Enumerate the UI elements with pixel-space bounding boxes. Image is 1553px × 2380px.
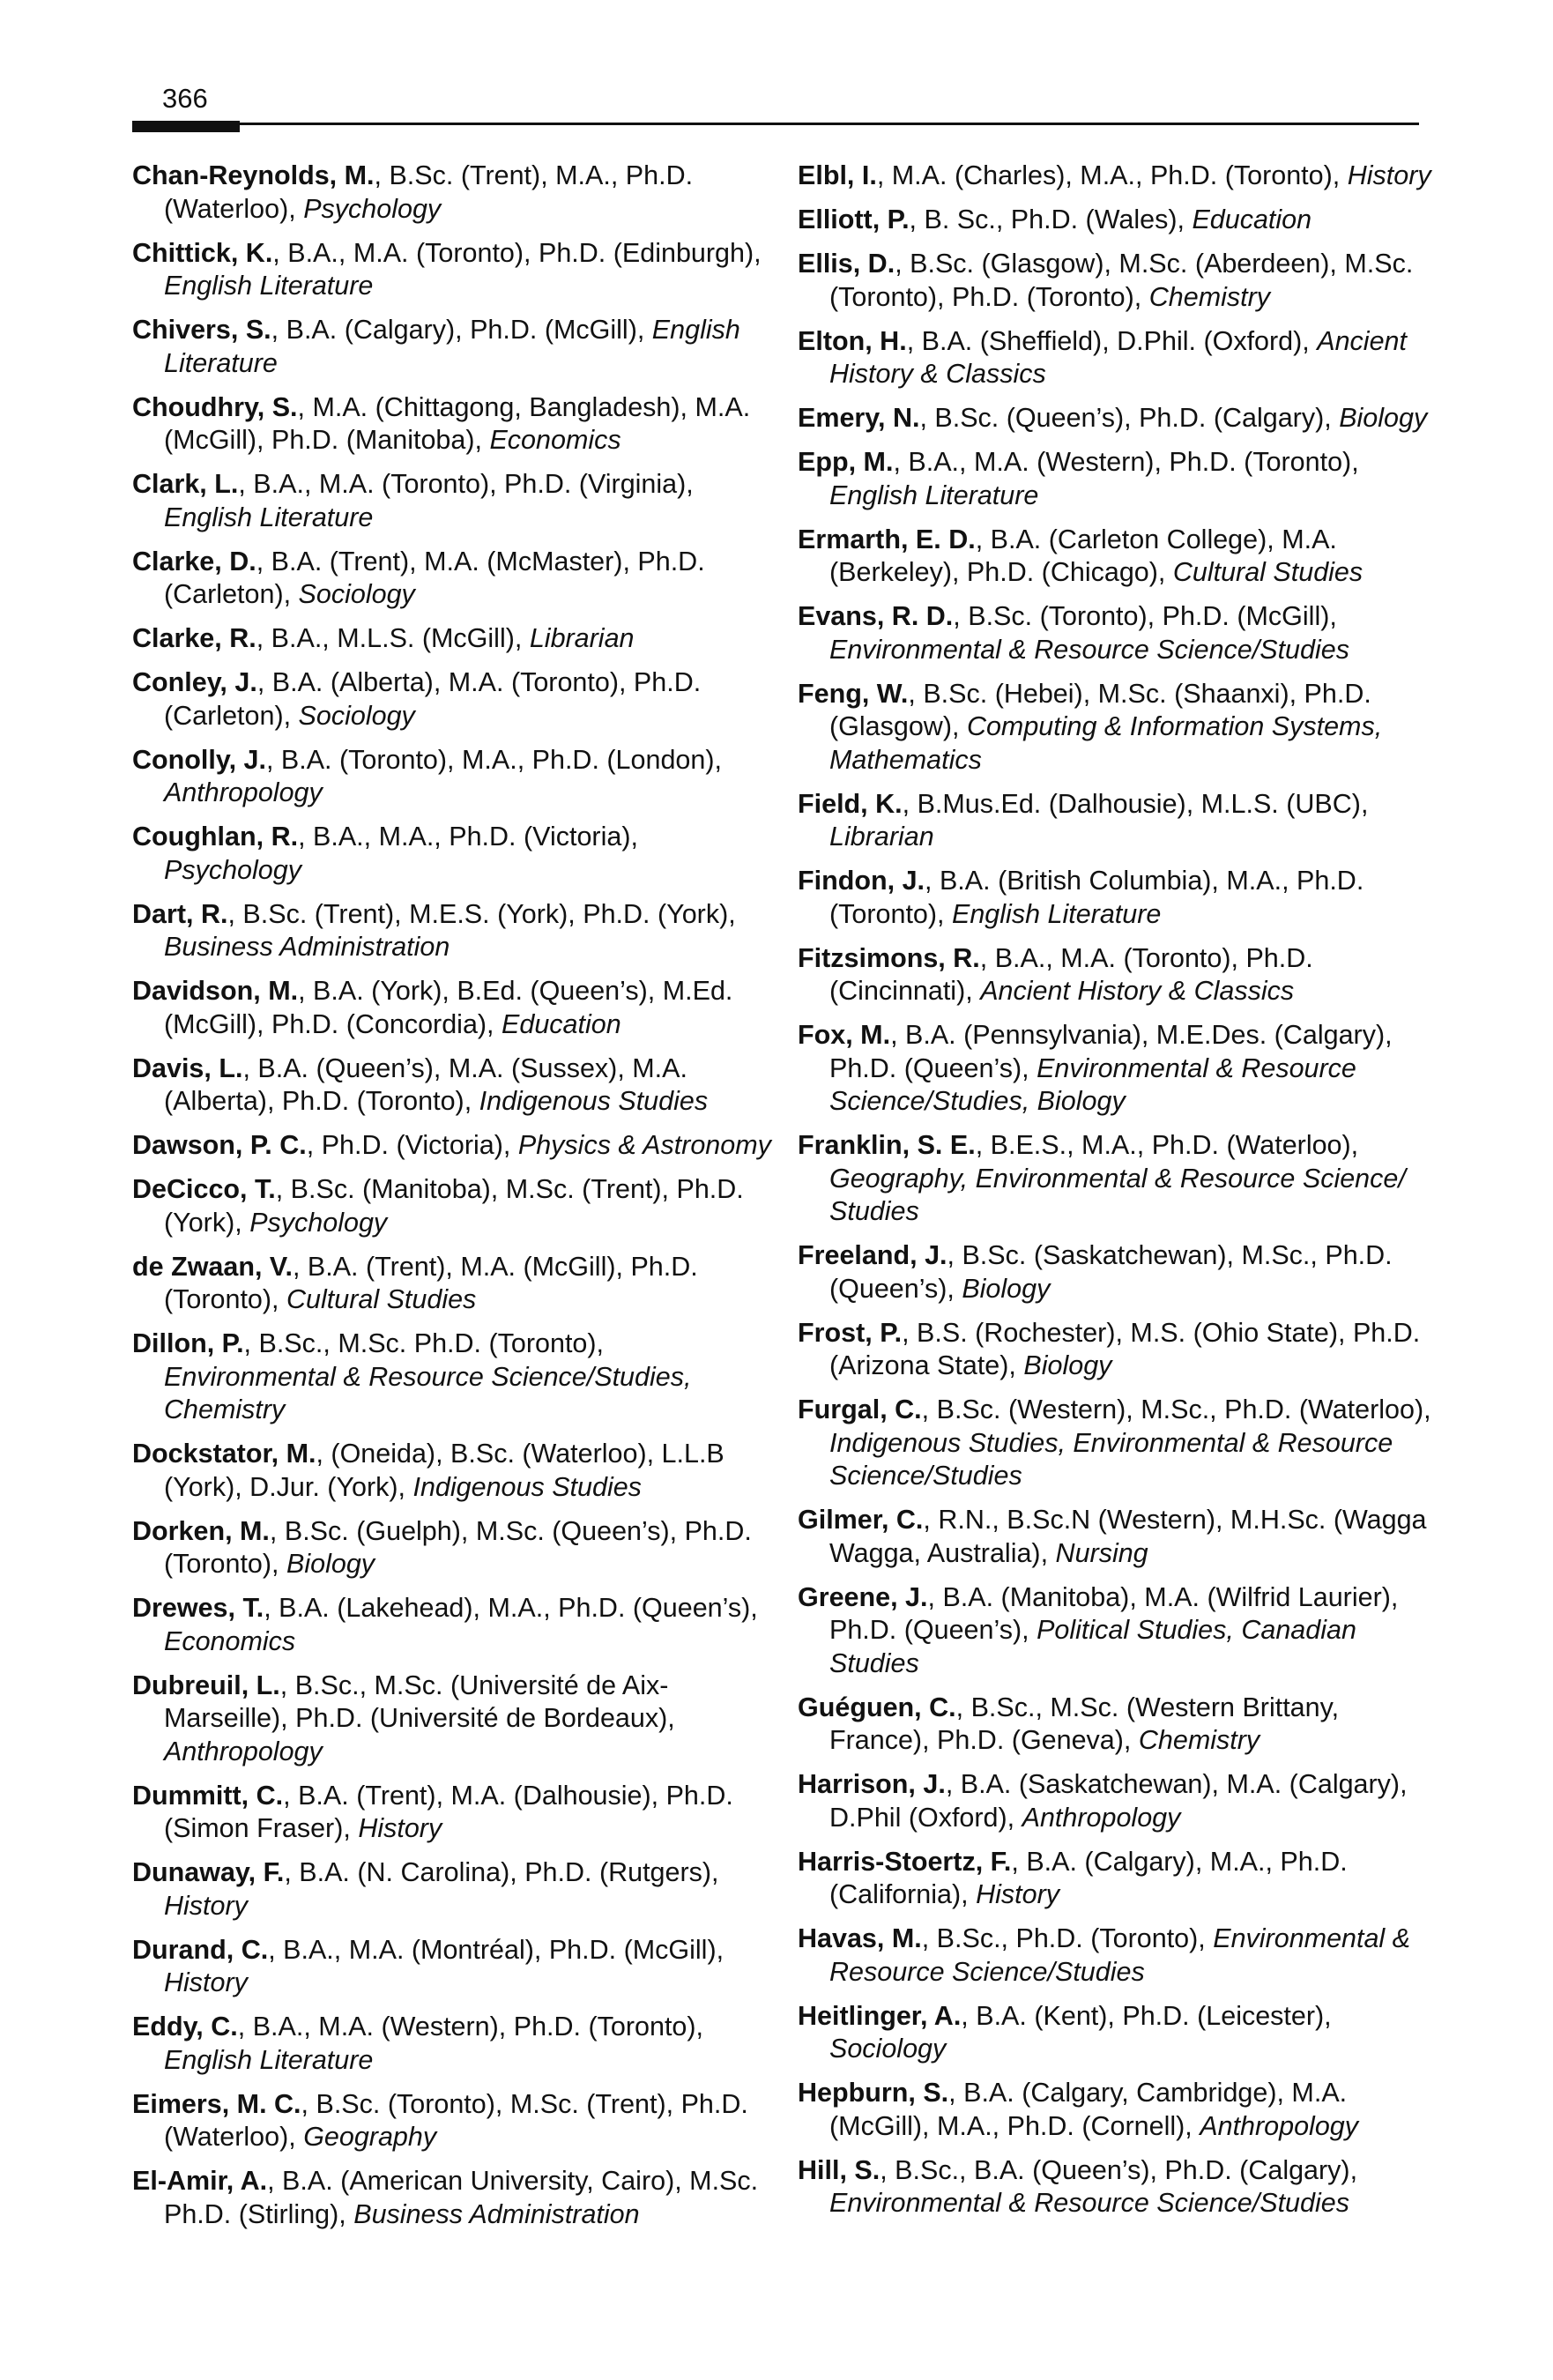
faculty-name: Davis, L. xyxy=(132,1052,243,1083)
faculty-department: Geography, Environmental & Resource Science/ Studies xyxy=(829,1163,1406,1226)
faculty-entry xyxy=(132,2088,776,2154)
faculty-entry xyxy=(798,1692,1441,1758)
faculty-name: Evans, R. D. xyxy=(798,601,954,631)
faculty-name: Hill, S. xyxy=(798,2154,881,2185)
faculty-department: Nursing xyxy=(1055,1537,1148,1568)
faculty-degrees: , (Oneida), B.Sc. (Waterloo), L.L.B (York), D.Jur. (York), xyxy=(164,1439,724,1502)
faculty-degrees: , B.Sc., B.A. (Queen’s), Ph.D. (Calgary), xyxy=(880,2154,1358,2185)
faculty-name: Dubreuil, L. xyxy=(132,1670,280,1700)
header-rule xyxy=(240,123,1419,125)
faculty-entry xyxy=(798,1504,1441,1570)
faculty-name: Fitzsimons, R. xyxy=(798,942,980,973)
faculty-department: Environmental & Resource Science/Studies xyxy=(829,2188,1349,2218)
faculty-name: Ermarth, E. D. xyxy=(798,524,976,554)
faculty-degrees: , B.A., M.A. (Montréal), Ph.D. (McGill), xyxy=(268,1934,724,1965)
faculty-name: Dunaway, F. xyxy=(132,1857,285,1887)
faculty-name: Dummitt, C. xyxy=(132,1780,284,1811)
faculty-department: Indigenous Studies, Environmental & Resource Science/Studies xyxy=(829,1427,1393,1491)
left-column xyxy=(132,160,776,2310)
faculty-degrees: , B.Sc. (Toronto), Ph.D. (McGill), xyxy=(953,601,1337,631)
faculty-entry xyxy=(132,898,776,964)
faculty-entry xyxy=(132,1934,776,2000)
faculty-department: History xyxy=(164,1890,248,1921)
faculty-department: Sociology xyxy=(298,579,415,609)
faculty-degrees: , B.A. (American University, Cairo), M.Sc. Ph.D. (Stirling), xyxy=(164,2166,759,2229)
faculty-name: Harris-Stoertz, F. xyxy=(798,1846,1012,1877)
faculty-department: Librarian xyxy=(829,822,934,852)
faculty-entry xyxy=(798,325,1441,391)
faculty-name: Elton, H. xyxy=(798,325,907,356)
faculty-degrees: , B.Sc. (Glasgow), M.Sc. (Aberdeen), M.Sc. (Toronto), Ph.D. (Toronto), xyxy=(829,249,1414,312)
faculty-degrees: , B.A. (Trent), M.A. (McGill), Ph.D. (Toronto), xyxy=(164,1251,698,1314)
faculty-name: Dillon, P. xyxy=(132,1328,244,1358)
faculty-entry xyxy=(132,1592,776,1658)
faculty-degrees: , B.A. (Trent), M.A. (McMaster), Ph.D. (Carleton), xyxy=(164,546,705,609)
faculty-department: Indigenous Studies xyxy=(412,1471,642,1502)
faculty-department: Economics xyxy=(164,1625,296,1656)
faculty-entry xyxy=(132,975,776,1041)
faculty-entry xyxy=(132,237,776,303)
faculty-entry xyxy=(132,2165,776,2231)
faculty-degrees: , B.A. (York), B.Ed. (Queen’s), M.Ed. (McGill), Ph.D. (Concordia), xyxy=(164,976,733,1039)
faculty-degrees: , B.A. (Saskatchewan), M.A. (Calgary), D.Phil (Oxford), xyxy=(829,1769,1408,1833)
faculty-name: Clarke, D. xyxy=(132,546,256,576)
faculty-department: Ancient History & Classics xyxy=(829,325,1407,389)
faculty-entry xyxy=(132,160,776,226)
faculty-degrees: , B.Sc. (Trent), M.A., Ph.D. (Waterloo), xyxy=(164,160,694,224)
faculty-entry xyxy=(132,391,776,457)
faculty-department: English Literature xyxy=(952,898,1162,929)
faculty-name: Elliott, P. xyxy=(798,205,910,234)
faculty-entry xyxy=(798,1394,1441,1493)
faculty-name: Freeland, J. xyxy=(798,1240,947,1270)
faculty-entry xyxy=(132,1670,776,1769)
faculty-entry xyxy=(798,1129,1441,1229)
faculty-entry xyxy=(798,160,1441,193)
faculty-degrees: , B.A., M.A. (Toronto), Ph.D. (Virginia), xyxy=(238,469,694,499)
faculty-department: History xyxy=(1347,160,1431,190)
faculty-entry xyxy=(132,1780,776,1846)
faculty-degrees: , B.A. (Alberta), M.A. (Toronto), Ph.D. (Carleton), xyxy=(164,667,702,731)
faculty-name: Durand, C. xyxy=(132,1934,269,1965)
header-rule-thick xyxy=(132,121,240,132)
faculty-entry xyxy=(798,204,1441,237)
faculty-name: Clark, L. xyxy=(132,469,239,499)
faculty-entry xyxy=(132,622,776,656)
faculty-degrees: , B.A. (Trent), M.A. (Dalhousie), Ph.D. (Simon Fraser), xyxy=(164,1780,733,1843)
faculty-name: Dockstator, M. xyxy=(132,1439,316,1469)
faculty-degrees: , B.A., M.A. (Toronto), Ph.D. (Cincinnati), xyxy=(829,942,1313,1006)
faculty-degrees: , B.Sc. (Western), M.Sc., Ph.D. (Waterloo), xyxy=(921,1395,1431,1424)
faculty-department: Economics xyxy=(489,425,621,455)
faculty-degrees: , B.Sc. (Manitoba), M.Sc. (Trent), Ph.D. (York), xyxy=(164,1174,744,1238)
faculty-department: Anthropology xyxy=(164,777,323,807)
faculty-entry xyxy=(132,1438,776,1504)
faculty-name: Chan-Reynolds, M. xyxy=(132,160,375,190)
faculty-name: Choudhry, S. xyxy=(132,391,298,422)
faculty-department: English Literature xyxy=(164,271,374,301)
faculty-department: English Literature xyxy=(164,315,740,378)
faculty-department: Chemistry xyxy=(1138,1725,1260,1755)
faculty-name: Havas, M. xyxy=(798,1923,922,1953)
faculty-name: Chittick, K. xyxy=(132,237,273,268)
faculty-name: El-Amir, A. xyxy=(132,2166,268,2196)
faculty-department: Biology xyxy=(286,1549,375,1579)
faculty-degrees: , B.A., M.A. (Western), Ph.D. (Toronto), xyxy=(237,2012,704,2042)
faculty-department: English Literature xyxy=(164,502,374,532)
faculty-entry xyxy=(798,2077,1441,2143)
faculty-degrees: , M.A. (Chittagong, Bangladesh), M.A. (McGill), Ph.D. (Manitoba), xyxy=(164,391,751,455)
faculty-name: Fox, M. xyxy=(798,1020,891,1050)
faculty-name: Hepburn, S. xyxy=(798,2078,949,2108)
faculty-entry xyxy=(132,1515,776,1581)
faculty-department: Ancient History & Classics xyxy=(980,976,1295,1006)
faculty-department: Biology xyxy=(962,1273,1051,1304)
faculty-department: Business Administration xyxy=(353,2198,640,2229)
faculty-entry xyxy=(132,744,776,810)
faculty-department: Education xyxy=(1192,205,1312,234)
faculty-department: Geography xyxy=(303,2122,437,2152)
faculty-department: Chemistry xyxy=(1148,281,1271,312)
faculty-department: History xyxy=(976,1879,1060,1909)
faculty-entry xyxy=(132,1251,776,1317)
faculty-name: Epp, M. xyxy=(798,447,894,477)
faculty-department: English Literature xyxy=(164,2044,374,2075)
faculty-entry xyxy=(132,1856,776,1923)
faculty-degrees: , B.Sc., Ph.D. (Toronto), xyxy=(921,1923,1214,1953)
faculty-department: Psychology xyxy=(164,854,301,885)
faculty-degrees: , B.A., M.A., Ph.D. (Victoria), xyxy=(298,822,638,852)
faculty-degrees: , B.A. (Toronto), M.A., Ph.D. (London), xyxy=(265,744,722,775)
faculty-department: Political Studies, Canadian Studies xyxy=(829,1615,1356,1678)
faculty-degrees: , B.Sc. (Queen’s), Ph.D. (Calgary), xyxy=(919,403,1340,433)
faculty-entry xyxy=(132,1328,776,1427)
faculty-department: Sociology xyxy=(829,2034,947,2064)
faculty-department: Computing & Information Systems, Mathematics xyxy=(829,711,1383,775)
faculty-degrees: , B.A., M.A. (Western), Ph.D. (Toronto), xyxy=(893,447,1359,477)
faculty-entry xyxy=(132,821,776,887)
faculty-entry xyxy=(132,2011,776,2077)
faculty-department: Physics & Astronomy xyxy=(517,1130,771,1160)
faculty-entry xyxy=(132,1173,776,1239)
faculty-degrees: , B.A. (Kent), Ph.D. (Leicester), xyxy=(961,2000,1332,2031)
faculty-name: Eddy, C. xyxy=(132,2012,238,2042)
faculty-department: Anthropology xyxy=(1200,2110,1359,2141)
faculty-degrees: , B.A. (N. Carolina), Ph.D. (Rutgers), xyxy=(284,1857,719,1887)
faculty-degrees: , B.A. (British Columbia), M.A., Ph.D. (Toronto), xyxy=(829,866,1364,929)
faculty-entry xyxy=(798,600,1441,666)
faculty-entry xyxy=(798,2000,1441,2066)
faculty-department: Sociology xyxy=(298,700,415,731)
faculty-department: Psychology xyxy=(303,193,442,224)
faculty-degrees: , B.A. (Lakehead), M.A., Ph.D. (Queen’s), xyxy=(264,1593,758,1623)
faculty-degrees: , B.A. (Carleton College), M.A. (Berkeley), Ph.D. (Chicago), xyxy=(829,524,1337,587)
faculty-name: Eimers, M. C. xyxy=(132,2088,301,2119)
faculty-entry xyxy=(798,788,1441,854)
faculty-entry xyxy=(798,678,1441,777)
faculty-name: Coughlan, R. xyxy=(132,822,299,852)
faculty-degrees: , B.Sc. (Trent), M.E.S. (York), Ph.D. (York), xyxy=(227,898,736,929)
faculty-entry xyxy=(798,1019,1441,1119)
faculty-name: Guéguen, C. xyxy=(798,1692,956,1722)
faculty-entry xyxy=(798,1317,1441,1383)
faculty-degrees: , B.Sc. (Hebei), M.Sc. (Shaanxi), Ph.D. (Glasgow), xyxy=(829,678,1371,741)
faculty-degrees: , B.A. (Sheffield), D.Phil. (Oxford), xyxy=(906,325,1318,356)
page-number: 366 xyxy=(162,83,208,114)
faculty-name: Elbl, I. xyxy=(798,160,877,190)
faculty-degrees: , B.Mus.Ed. (Dalhousie), M.L.S. (UBC), xyxy=(902,788,1369,819)
faculty-name: Emery, N. xyxy=(798,403,920,433)
faculty-name: Clarke, R. xyxy=(132,623,256,653)
faculty-name: DeCicco, T. xyxy=(132,1174,276,1204)
faculty-entry xyxy=(798,1239,1441,1305)
faculty-department: Biology xyxy=(1023,1350,1112,1380)
right-column xyxy=(798,160,1441,2310)
faculty-department: Environmental & Resource Science/Studies, Chemistry xyxy=(164,1361,692,1424)
faculty-name: Findon, J. xyxy=(798,866,925,896)
faculty-department: Psychology xyxy=(249,1207,388,1238)
faculty-name: Drewes, T. xyxy=(132,1593,264,1623)
faculty-entry xyxy=(132,468,776,534)
faculty-department: Education xyxy=(502,1008,621,1039)
faculty-department: History xyxy=(164,1967,248,1997)
faculty-department: Anthropology xyxy=(1022,1802,1181,1833)
faculty-degrees: , B.Sc. (Saskatchewan), M.Sc., Ph.D. (Queen’s), xyxy=(829,1240,1393,1304)
faculty-name: Furgal, C. xyxy=(798,1395,922,1424)
faculty-entry xyxy=(798,248,1441,314)
faculty-entry xyxy=(798,2154,1441,2220)
faculty-name: Feng, W. xyxy=(798,678,909,709)
faculty-name: Harrison, J. xyxy=(798,1769,946,1799)
faculty-entry xyxy=(798,402,1441,435)
faculty-name: Ellis, D. xyxy=(798,249,895,279)
faculty-degrees: , B.A., M.A. (Toronto), Ph.D. (Edinburgh), xyxy=(272,237,762,268)
faculty-entry xyxy=(798,1581,1441,1681)
faculty-department: Environmental & Resource Science/Studies, Biology xyxy=(829,1052,1356,1116)
faculty-degrees: , B.Sc., M.Sc. (Western Brittany, France), Ph.D. (Geneva), xyxy=(829,1692,1340,1755)
faculty-degrees: , B. Sc., Ph.D. (Wales), xyxy=(909,205,1193,234)
faculty-degrees: , B.A. (Manitoba), M.A. (Wilfrid Laurier), Ph.D. (Queen’s), xyxy=(829,1581,1399,1645)
faculty-name: Franklin, S. E. xyxy=(798,1130,976,1160)
faculty-department: Business Administration xyxy=(164,932,450,962)
faculty-department: English Literature xyxy=(829,480,1039,510)
faculty-degrees: , B.A. (Pennsylvania), M.E.Des. (Calgary), Ph.D. (Queen’s), xyxy=(829,1020,1393,1083)
faculty-name: Conolly, J. xyxy=(132,744,266,775)
faculty-entry xyxy=(798,1846,1441,1912)
faculty-degrees: , B.A. (Calgary), Ph.D. (McGill), xyxy=(271,315,652,345)
faculty-degrees: , M.A. (Charles), M.A., Ph.D. (Toronto), xyxy=(876,160,1348,190)
faculty-name: Davidson, M. xyxy=(132,976,299,1006)
faculty-name: Field, K. xyxy=(798,788,903,819)
faculty-degrees: , Ph.D. (Victoria), xyxy=(306,1130,518,1160)
faculty-name: Conley, J. xyxy=(132,667,257,697)
faculty-department: Environmental & Resource Science/Studies xyxy=(829,1923,1411,1987)
faculty-entry xyxy=(132,1052,776,1119)
faculty-name: Dorken, M. xyxy=(132,1515,270,1546)
faculty-department: Librarian xyxy=(529,623,635,653)
faculty-name: de Zwaan, V. xyxy=(132,1251,293,1282)
faculty-entry xyxy=(132,314,776,380)
faculty-degrees: , B.E.S., M.A., Ph.D. (Waterloo), xyxy=(975,1130,1359,1160)
faculty-name: Dart, R. xyxy=(132,898,228,929)
faculty-entry xyxy=(798,524,1441,590)
faculty-entry xyxy=(132,546,776,612)
faculty-degrees: , B.A. (Calgary), M.A., Ph.D. (California), xyxy=(829,1846,1348,1909)
faculty-name: Frost, P. xyxy=(798,1317,903,1348)
faculty-department: Environmental & Resource Science/Studies xyxy=(829,634,1349,665)
faculty-degrees: , B.Sc., M.Sc. (Université de Aix-Marseille), Ph.D. (Université de Bordeaux), xyxy=(164,1670,675,1733)
faculty-entry xyxy=(798,1768,1441,1834)
faculty-name: Chivers, S. xyxy=(132,315,271,345)
faculty-entry xyxy=(132,1129,776,1163)
faculty-entry xyxy=(798,942,1441,1008)
faculty-department: Anthropology xyxy=(164,1736,323,1766)
faculty-department: Indigenous Studies xyxy=(479,1086,709,1116)
faculty-name: Heitlinger, A. xyxy=(798,2000,962,2031)
faculty-entry xyxy=(132,666,776,733)
faculty-department: History xyxy=(358,1813,442,1843)
faculty-degrees: , B.A. (Calgary, Cambridge), M.A. (McGill), M.A., Ph.D. (Cornell), xyxy=(829,2078,1348,2141)
faculty-department: Cultural Studies xyxy=(286,1284,477,1314)
faculty-degrees: , R.N., B.Sc.N (Western), M.H.Sc. (Wagga Wagga, Australia), xyxy=(829,1505,1427,1568)
faculty-name: Gilmer, C. xyxy=(798,1505,924,1535)
faculty-degrees: , B.Sc., M.Sc. Ph.D. (Toronto), xyxy=(243,1328,605,1358)
faculty-degrees: , B.A., M.L.S. (McGill), xyxy=(256,623,530,653)
faculty-degrees: , B.Sc. (Guelph), M.Sc. (Queen’s), Ph.D. (Toronto), xyxy=(164,1515,752,1579)
faculty-name: Dawson, P. C. xyxy=(132,1130,307,1160)
faculty-entry xyxy=(798,1923,1441,1989)
faculty-entry xyxy=(798,446,1441,512)
faculty-degrees: , B.A. (Queen’s), M.A. (Sussex), M.A. (Alberta), Ph.D. (Toronto), xyxy=(164,1052,687,1116)
faculty-entry xyxy=(798,865,1441,931)
faculty-name: Greene, J. xyxy=(798,1581,928,1612)
faculty-department: Biology xyxy=(1339,403,1428,433)
faculty-degrees: , B.S. (Rochester), M.S. (Ohio State), Ph.D. (Arizona State), xyxy=(829,1317,1421,1380)
faculty-department: Cultural Studies xyxy=(1172,557,1364,587)
faculty-degrees: , B.Sc. (Toronto), M.Sc. (Trent), Ph.D. (Waterloo), xyxy=(164,2088,748,2152)
